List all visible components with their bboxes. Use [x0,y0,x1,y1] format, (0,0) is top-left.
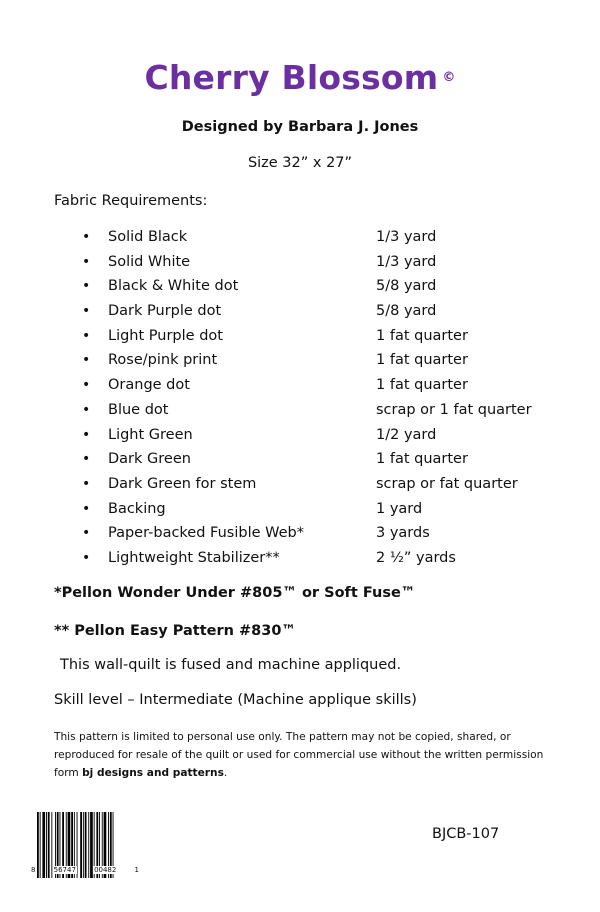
pattern-code: BJCB-107 [432,826,500,842]
quilt-size: Size 32” x 27” [247,155,353,171]
bullet-icon: • [82,500,91,517]
barcode-number [30,866,140,874]
bullet-icon: • [82,475,91,492]
fabric-amount: 2 ½” yards [376,549,456,566]
fabric-name: Lightweight Stabilizer** [108,549,280,566]
bullet-icon: • [82,451,91,468]
fabric-name: Dark Green for stem [108,475,257,492]
barcode-digit: 8 [31,866,36,874]
list-item [0,400,600,425]
fabric-amount: scrap or 1 fat quarter [376,401,532,418]
fabric-name: Dark Purple dot [108,303,222,320]
barcode-digit: 56747 [53,866,76,874]
bullet-icon: • [82,253,91,270]
fabric-amount: 1 fat quarter [376,327,468,344]
bullet-icon: • [82,549,91,566]
fabric-amount: 1 yard [376,500,423,517]
title-text: Cherry Blossom [144,58,439,97]
list-item [0,252,600,277]
fabric-name: Orange dot [108,377,190,394]
fabric-requirements-heading: Fabric Requirements: [54,193,208,209]
list-item [0,301,600,326]
company-name: bj designs and patterns [82,767,224,779]
fabric-name: Rose/pink print [108,352,218,369]
list-item [0,449,600,474]
copyright-mark: © [442,70,456,85]
bullet-icon: • [82,303,91,320]
disclaimer-text: This pattern is limited to personal use only. The pattern may not be copied, shared, or reproduced for resale of the quilt or used for commercial use without the written permission form [54,731,544,779]
stabilizer-note: ** Pellon Easy Pattern #830™ [54,623,296,639]
fabric-amount: 1/3 yard [376,253,437,270]
bullet-icon: • [82,426,91,443]
barcode-digit: 1 [134,866,139,874]
fabric-name: Blue dot [108,401,169,418]
fabric-list [0,227,600,573]
fusible-web-note: *Pellon Wonder Under #805™ or Soft Fuse™ [54,585,416,601]
bullet-icon: • [82,377,91,394]
fabric-name: Paper-backed Fusible Web* [108,525,304,542]
fabric-amount: 1 fat quarter [376,451,468,468]
list-item [0,276,600,301]
list-item [0,326,600,351]
fabric-name: Solid Black [108,229,188,245]
fabric-amount: scrap or fat quarter [376,475,518,492]
fabric-amount: 5/8 yard [376,278,437,295]
list-item [0,350,600,375]
fabric-amount: 1/2 yard [376,426,437,443]
barcode-digit: 00482 [94,866,117,874]
bullet-icon: • [82,327,91,344]
fabric-name: Solid White [108,253,191,270]
fabric-name: Black & White dot [108,278,239,295]
usage-disclaimer [54,728,554,782]
fabric-amount: 1/3 yard [376,229,437,245]
fabric-name: Backing [108,500,166,517]
disclaimer-end: . [223,767,228,779]
list-item [0,548,600,573]
fabric-amount: 3 yards [376,525,430,542]
fabric-amount: 1 fat quarter [376,352,468,369]
list-item [0,227,600,252]
bullet-icon: • [82,525,91,542]
fabric-name: Light Green [108,426,193,443]
list-item [0,425,600,450]
bullet-icon: • [82,352,91,369]
fabric-name: Dark Green [108,451,191,468]
bullet-icon: • [82,401,91,418]
list-item [0,474,600,499]
bullet-icon: • [82,229,91,245]
fabric-name: Light Purple dot [108,327,223,344]
pattern-title [0,58,600,97]
list-item [0,523,600,548]
bullet-icon: • [82,278,91,295]
designer-line: Designed by Barbara J. Jones [181,119,419,135]
fabric-amount: 1 fat quarter [376,377,468,394]
list-item [0,499,600,524]
fabric-amount: 5/8 yard [376,303,437,320]
list-item [0,375,600,400]
skill-level: Skill level – Intermediate (Machine applique skills) [54,692,417,708]
construction-note: This wall-quilt is fused and machine appliqued. [60,657,402,673]
